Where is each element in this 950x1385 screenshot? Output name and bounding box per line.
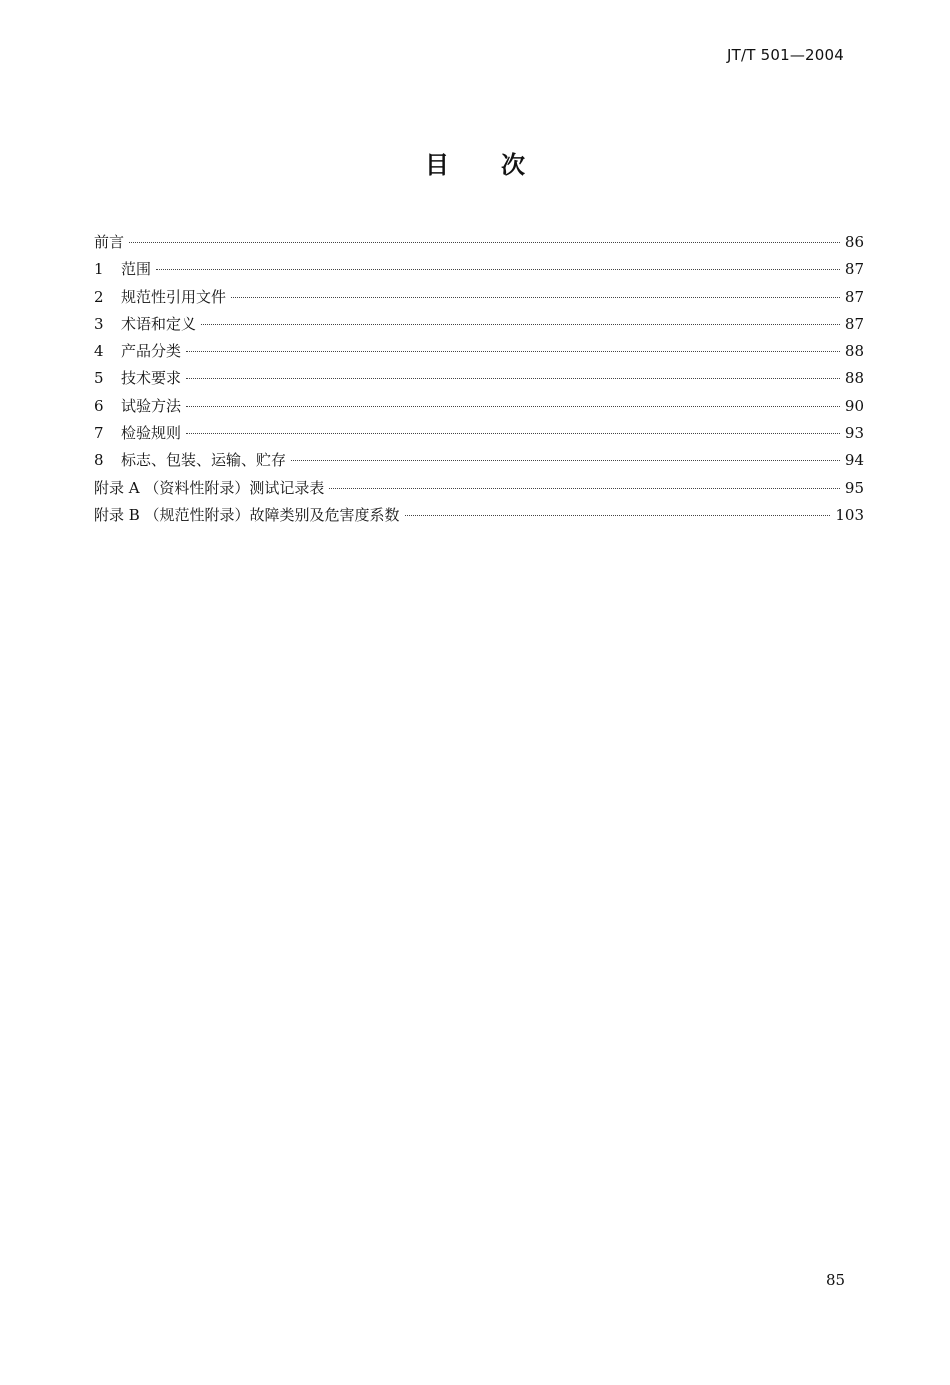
toc-entry-number: 2	[94, 287, 104, 306]
toc-entry-8[interactable]	[94, 447, 864, 474]
dot-leader	[231, 297, 840, 298]
toc-entry-number: 8	[94, 451, 104, 470]
toc-entry-label: 产品分类	[121, 342, 182, 361]
dot-leader	[186, 351, 840, 352]
toc-entry-number: 4	[94, 342, 104, 361]
toc-entry-label: 标志、包装、运输、贮存	[121, 451, 287, 470]
dot-leader	[129, 242, 840, 243]
dot-leader	[291, 460, 840, 461]
table-of-contents	[94, 229, 864, 529]
toc-entry-number: 3	[94, 314, 104, 333]
toc-entry-page: 88	[844, 342, 864, 361]
page-number: 85	[826, 1271, 846, 1289]
toc-entry-page: 87	[844, 314, 864, 333]
title-char-1: 目	[425, 151, 449, 179]
toc-entry-page: 90	[844, 396, 864, 415]
toc-entry-page: 86	[844, 233, 864, 251]
toc-entry-appendix-a[interactable]	[94, 475, 864, 502]
toc-entry-page: 95	[844, 478, 864, 497]
toc-entry-label: 范围	[121, 260, 152, 279]
dot-leader	[186, 406, 840, 407]
dot-leader	[201, 324, 840, 325]
toc-entry-7[interactable]	[94, 420, 864, 447]
dot-leader	[405, 515, 831, 516]
page-title	[0, 145, 950, 180]
toc-entry-number: 1	[94, 260, 104, 279]
toc-entry-appendix-b[interactable]	[94, 502, 864, 529]
toc-entry-page: 94	[844, 451, 864, 470]
dot-leader	[156, 269, 840, 270]
dot-leader	[186, 378, 840, 379]
toc-entry-number: 5	[94, 369, 104, 388]
toc-entry-label: 检验规则	[121, 424, 182, 443]
toc-entry-2[interactable]	[94, 284, 864, 311]
toc-entry-4[interactable]	[94, 338, 864, 365]
dot-leader	[186, 433, 840, 434]
toc-entry-label: 前言	[94, 233, 125, 251]
toc-entry-label: 术语和定义	[121, 314, 197, 333]
toc-entry-6[interactable]	[94, 393, 864, 420]
toc-entry-number: 6	[94, 396, 104, 415]
title-char-2: 次	[501, 151, 525, 179]
toc-entry-page: 103	[835, 505, 864, 524]
toc-entry-foreword[interactable]	[94, 229, 864, 256]
toc-entry-1[interactable]	[94, 256, 864, 283]
standard-number: JT/T 501—2004	[727, 46, 844, 64]
toc-entry-page: 93	[844, 424, 864, 443]
dot-leader	[329, 488, 840, 489]
toc-entry-label: 规范性引用文件	[121, 287, 227, 306]
toc-entry-5[interactable]	[94, 365, 864, 392]
toc-entry-page: 88	[844, 369, 864, 388]
toc-entry-label: 附录 B （规范性附录）故障类别及危害度系数	[94, 505, 400, 524]
toc-entry-label: 试验方法	[121, 396, 182, 415]
toc-entry-label: 附录 A （资料性附录）测试记录表	[94, 478, 325, 497]
toc-entry-label: 技术要求	[121, 369, 182, 388]
toc-entry-3[interactable]	[94, 311, 864, 338]
toc-entry-page: 87	[844, 287, 864, 306]
toc-entry-page: 87	[844, 260, 864, 279]
toc-entry-number: 7	[94, 424, 104, 443]
